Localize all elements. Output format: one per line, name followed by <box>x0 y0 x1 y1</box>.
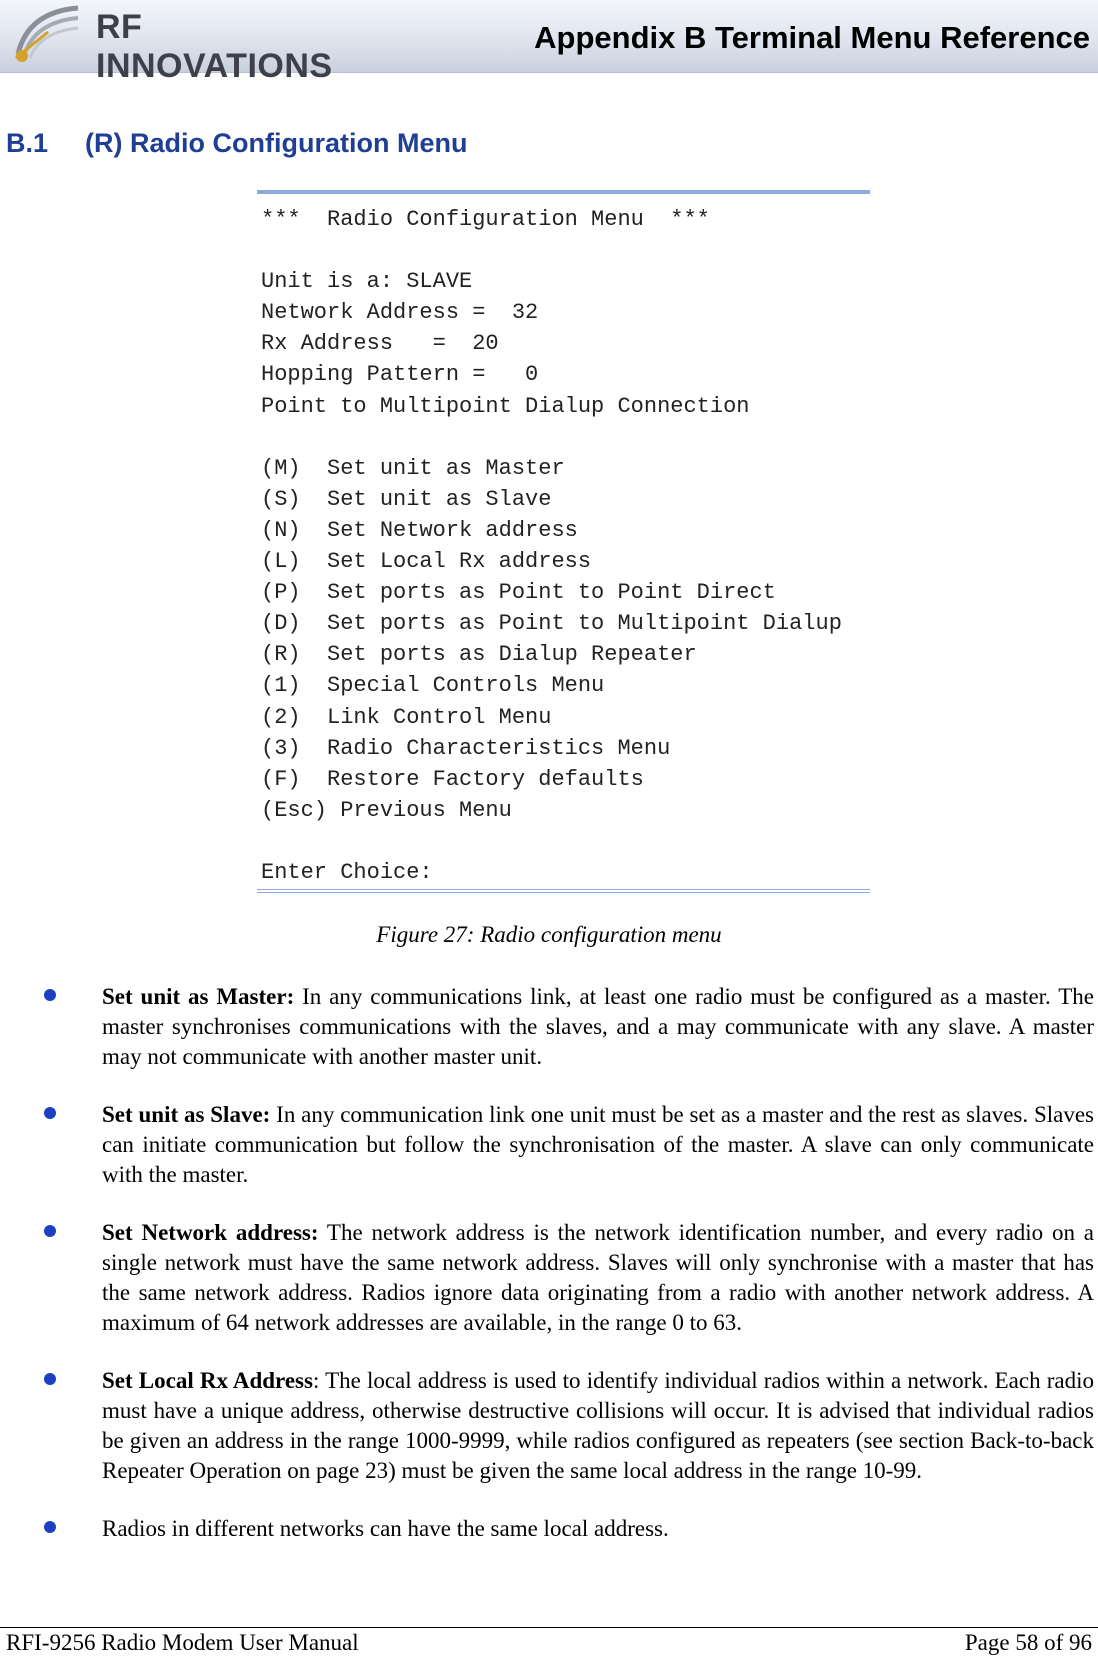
terminal-line: (R) Set ports as Dialup Repeater <box>261 642 697 668</box>
bullet-term: Set unit as Slave: <box>102 1102 271 1127</box>
list-item <box>0 1514 1098 1544</box>
terminal-lines <box>261 204 842 888</box>
terminal-line: Network Address = 32 <box>261 300 539 326</box>
section-heading <box>6 128 467 159</box>
terminal-top-rule <box>257 190 870 194</box>
logo-text: RF INNOVATIONS <box>96 8 333 85</box>
header-title: Appendix B Terminal Menu Reference <box>534 20 1090 55</box>
terminal-screen <box>257 190 870 890</box>
bullet-list <box>0 982 1098 1572</box>
bullet-term: Set unit as Master: <box>102 984 295 1009</box>
bullet-body: : The local address is used to identify individual radios within a network. Each radio must have a unique address, otherwise destructive collisions will occur. It is advised that individual radios be given an address in the range 1000-9999, while radios configured as repeaters (see section Back-to-back Repeater Operation on page 23) must be given the same local address in the range 10-99. <box>102 1368 1094 1483</box>
list-item <box>0 982 1098 1072</box>
bullet-icon <box>44 1225 56 1237</box>
footer-page-number: Page 58 of 96 <box>964 1630 1092 1655</box>
bullet-body: The network address is the network identification number, and every radio on a single network must have the same network address. Slaves will only synchronise with a master that has the same network address. Radios ignore data originating from a radio with another network address. A maximum of 64 network addresses are available, in the range 0 to 63. <box>102 1220 1094 1335</box>
terminal-line: Rx Address = 20 <box>261 331 499 357</box>
figure-caption: Figure 27: Radio configuration menu <box>376 922 722 947</box>
bullet-body: In any communication link one unit must be set as a master and the rest as slaves. Slaves can initiate communication but follow the synchronisation of the master. A slave can only communicate with the master. <box>102 1102 1094 1187</box>
section-number: B.1 <box>6 128 49 158</box>
antenna-swirl-icon <box>8 2 98 64</box>
list-item <box>0 1100 1098 1190</box>
bullet-icon <box>44 1107 56 1119</box>
terminal-line: (D) Set ports as Point to Multipoint Dialup <box>261 611 842 637</box>
terminal-line: (P) Set ports as Point to Point Direct <box>261 580 776 606</box>
bullet-body: Radios in different networks can have the same local address. <box>102 1516 669 1541</box>
bullet-icon <box>44 1373 56 1385</box>
section-title: (R) Radio Configuration Menu <box>85 128 468 158</box>
terminal-line: (3) Radio Characteristics Menu <box>261 735 671 761</box>
terminal-line: (N) Set Network address <box>261 517 578 543</box>
bullet-term: Set Network address: <box>102 1220 319 1245</box>
terminal-line: Point to Multipoint Dialup Connection <box>261 393 750 419</box>
terminal-line: (1) Special Controls Menu <box>261 673 605 699</box>
terminal-line <box>261 826 842 857</box>
terminal-line: (2) Link Control Menu <box>261 704 552 730</box>
terminal-line: Hopping Pattern = 0 <box>261 362 539 388</box>
bullet-body: In any communications link, at least one radio must be configured as a master. The master synchronises communications with the slaves, and a may communicate with any slave. A master may not communicate with another master unit. <box>102 984 1095 1069</box>
company-logo <box>8 2 368 85</box>
bullet-icon <box>44 989 56 1001</box>
terminal-line: (M) Set unit as Master <box>261 455 565 481</box>
list-item <box>0 1218 1098 1338</box>
terminal-line: Enter Choice: <box>261 859 433 885</box>
terminal-line: (L) Set Local Rx address <box>261 549 592 575</box>
terminal-line: (Esc) Previous Menu <box>261 797 512 823</box>
terminal-line: (S) Set unit as Slave <box>261 486 552 512</box>
terminal-line <box>261 422 842 453</box>
terminal-line: Unit is a: SLAVE <box>261 269 473 295</box>
bullet-icon <box>44 1521 56 1533</box>
terminal-bottom-rule <box>257 889 870 893</box>
list-item <box>0 1366 1098 1486</box>
terminal-line: (F) Restore Factory defaults <box>261 766 644 792</box>
footer-manual-title: RFI-9256 Radio Modem User Manual <box>6 1630 359 1655</box>
terminal-line <box>261 235 842 266</box>
bullet-term: Set Local Rx Address <box>102 1368 313 1393</box>
footer-divider <box>0 1627 1098 1628</box>
terminal-line: *** Radio Configuration Menu *** <box>261 207 710 232</box>
page-header <box>0 0 1098 85</box>
